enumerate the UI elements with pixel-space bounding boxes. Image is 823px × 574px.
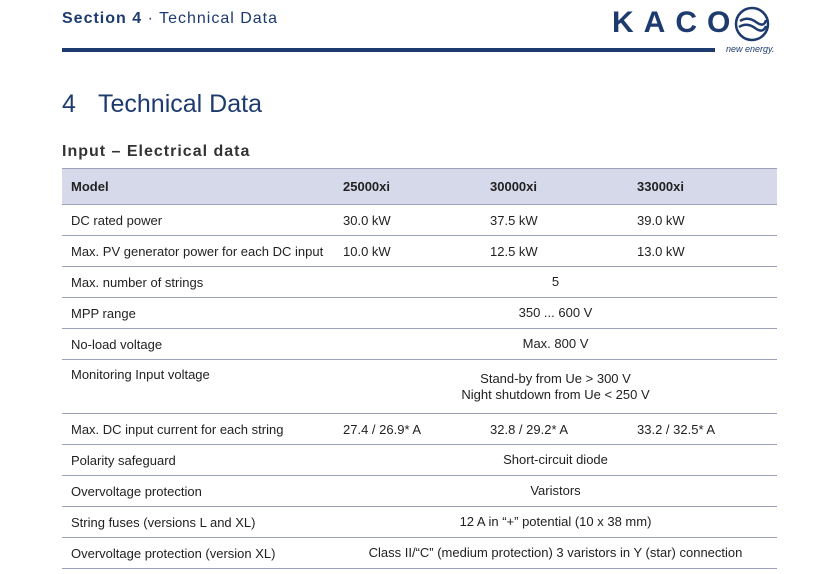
cell-value-spanning xyxy=(334,445,777,476)
cell-value: 27.4 / 26.9* A xyxy=(343,421,422,437)
header-divider xyxy=(62,48,715,52)
table-row xyxy=(62,329,777,360)
cell-value: 33.2 / 32.5* A xyxy=(637,421,716,437)
cell-value: 12.5 kW xyxy=(490,243,538,259)
cell-line: 5 xyxy=(551,274,560,289)
wave-logo-icon xyxy=(734,6,770,42)
table-row xyxy=(62,507,777,538)
chapter-heading xyxy=(62,90,262,119)
cell-value-spanning xyxy=(334,360,777,414)
table-subheading: Input – Electrical data xyxy=(62,143,251,160)
cell-line: 12 A in “+” potential (10 x 38 mm) xyxy=(459,514,652,529)
cell-value-spanning xyxy=(334,538,777,569)
row-label: Monitoring Input voltage xyxy=(71,367,210,382)
table-row xyxy=(62,267,777,298)
row-label: Max. DC input current for each string xyxy=(71,421,284,437)
table-row xyxy=(62,236,777,267)
column-header: Model xyxy=(71,179,109,194)
column-header: 30000xi xyxy=(490,179,537,194)
header-separator: · xyxy=(142,10,160,27)
cell-line: Short-circuit diode xyxy=(503,452,608,467)
table-row xyxy=(62,414,777,445)
running-header xyxy=(62,10,278,28)
row-label: Overvoltage protection (version XL) xyxy=(71,545,276,561)
cell-line: 350 ... 600 V xyxy=(518,305,593,320)
kaco-logo xyxy=(610,4,790,54)
section-number: Section 4 xyxy=(62,10,143,27)
row-label: MPP range xyxy=(71,305,136,321)
table-row xyxy=(62,298,777,329)
row-label: Max. number of strings xyxy=(71,274,204,290)
cell-value-spanning xyxy=(334,507,777,538)
table-row xyxy=(62,445,777,476)
row-label: Polarity safeguard xyxy=(71,452,176,468)
table-row xyxy=(62,360,777,414)
cell-value-spanning xyxy=(334,298,777,329)
cell-value: 37.5 kW xyxy=(490,212,538,228)
table-row xyxy=(62,538,777,569)
cell-line: Night shutdown from Ue < 250 V xyxy=(461,386,650,402)
cell-line: Max. 800 V xyxy=(522,336,589,351)
column-header: 25000xi xyxy=(343,179,390,194)
row-label: String fuses (versions L and XL) xyxy=(71,514,256,530)
cell-value: 39.0 kW xyxy=(637,212,685,228)
cell-value-spanning xyxy=(334,267,777,298)
row-label: Overvoltage protection xyxy=(71,483,202,499)
logo-tagline: new energy. xyxy=(726,44,775,54)
cell-value-spanning xyxy=(334,476,777,507)
section-title: Technical Data xyxy=(159,10,279,27)
cell-line: Varistors xyxy=(530,483,581,498)
cell-line: Class II/“C” (medium protection) 3 varistors in Y (star) connection xyxy=(368,545,743,560)
cell-value: 13.0 kW xyxy=(637,243,685,259)
column-header: 33000xi xyxy=(637,179,684,194)
row-label: No-load voltage xyxy=(71,336,163,352)
cell-value: 30.0 kW xyxy=(343,212,391,228)
cell-value: 10.0 kW xyxy=(343,243,391,259)
chapter-number: 4 xyxy=(62,90,76,118)
table-row xyxy=(62,205,777,236)
cell-line: Stand-by from Ue > 300 V xyxy=(480,370,631,386)
technical-data-table xyxy=(62,168,777,569)
table-row xyxy=(62,476,777,507)
row-label: Max. PV generator power for each DC input xyxy=(71,243,324,259)
page-header xyxy=(0,0,823,56)
cell-value: 32.8 / 29.2* A xyxy=(490,421,569,437)
logo-wordmark: KACO xyxy=(612,6,741,39)
table-body xyxy=(62,205,777,569)
table-header-row xyxy=(62,169,777,205)
chapter-title: Technical Data xyxy=(98,90,262,118)
cell-value-spanning xyxy=(334,329,777,360)
row-label: DC rated power xyxy=(71,212,163,228)
